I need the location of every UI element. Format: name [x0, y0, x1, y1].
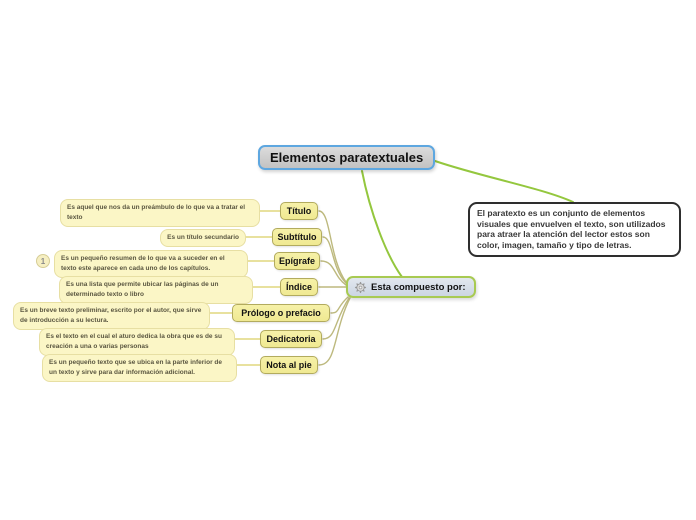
- gear-icon: [354, 281, 367, 294]
- branch-node-label: Epígrafe: [278, 256, 315, 266]
- branch-description-text: Es una lista que permite ubicar las páginas de un determinado texto o libro: [66, 281, 219, 298]
- edge-hub-to-branch: [331, 297, 348, 313]
- branch-node-label: Prólogo o prefacio: [241, 308, 321, 318]
- branch-description-text: Es el texto en el cual el aturo dedica la obra que es de su creación a una o varias personas: [46, 333, 222, 350]
- root-node[interactable]: [258, 145, 435, 170]
- branch-description-text: Es un título secundario: [167, 234, 239, 241]
- number-marker-badge: 1: [36, 254, 50, 268]
- edge-hub-to-branch: [319, 211, 346, 282]
- hub-node[interactable]: [346, 276, 476, 298]
- annotation-box[interactable]: [468, 202, 681, 257]
- branch-description-text: Es un pequeño resumen de lo que va a suceder en el texto este aparece en cada uno de los capítulos.: [61, 255, 225, 272]
- branch-description[interactable]: [13, 302, 210, 330]
- branch-node[interactable]: [280, 278, 318, 296]
- branch-description[interactable]: [54, 250, 248, 278]
- annotation-text: El paratexto es un conjunto de elementos visuales que envuelven el texto, son utilizados para atraer la atención del lector estos son color, imagen, tamaño y tipo de letras.: [477, 208, 666, 250]
- branch-description[interactable]: [59, 276, 253, 304]
- branch-node[interactable]: [232, 304, 330, 322]
- branch-node[interactable]: [272, 228, 322, 246]
- branch-description[interactable]: [42, 354, 237, 382]
- branch-description-text: Es aquel que nos da un preámbulo de lo que va a tratar el texto: [67, 204, 246, 221]
- edge-root-to-note: [435, 161, 573, 202]
- branch-node[interactable]: [280, 202, 318, 220]
- branch-node[interactable]: [260, 356, 318, 374]
- edge-hub-to-branch: [323, 237, 346, 283]
- edge-root-to-hub: [362, 171, 402, 277]
- branch-node-label: Nota al pie: [266, 360, 312, 370]
- hub-node-label: Esta compuesto por:: [371, 281, 466, 293]
- root-node-label: Elementos paratextuales: [270, 150, 424, 165]
- branch-description[interactable]: [39, 328, 235, 356]
- branch-node-label: Dedicatoria: [266, 334, 316, 344]
- branch-description[interactable]: [60, 199, 260, 227]
- branch-description-text: Es un breve texto preliminar, escrito por el autor, que sirve de introducción a su lectura.: [20, 307, 202, 324]
- edge-hub-to-branch: [321, 261, 346, 285]
- branch-node[interactable]: [274, 252, 320, 270]
- branch-description-text: Es un pequeño texto que se ubica en la parte inferior de un texto y sirve para dar información adicional.: [49, 359, 223, 376]
- branch-node-label: Índice: [285, 282, 312, 292]
- branch-description[interactable]: [160, 229, 246, 247]
- branch-node-label: Título: [286, 206, 312, 216]
- branch-node-label: Subtítulo: [277, 232, 317, 242]
- branch-node[interactable]: [260, 330, 322, 348]
